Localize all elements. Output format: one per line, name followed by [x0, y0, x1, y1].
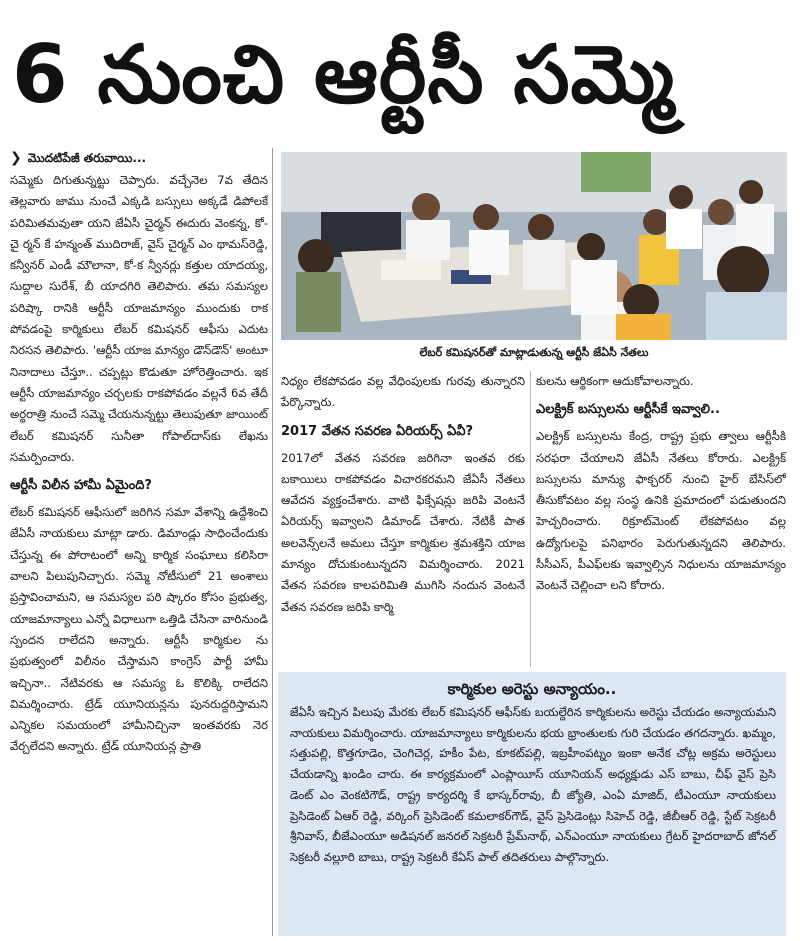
headline: 6 నుంచి ఆర్టీసీ సమ్మె	[12, 28, 675, 121]
news-photo	[281, 152, 787, 340]
article-column-2	[281, 371, 525, 618]
kicker-text: మొదటిపేజీ తరువాయి...	[27, 151, 147, 166]
article-column-3	[536, 371, 786, 597]
paragraph: లేబర్ కమిషనర్ ఆఫీసులో జరిగిన సమా వేశాన్ని ఉద్దేశించి జేఏసీ నాయకులు మాట్లా డారు. డిమాండ్లు సాధించేందుకు చేస్తున్న ఈ పోరాటంలో అన్ని కార్మిక సంఘాలు కలిసిరా వాలని పిలుపునిచ్చారు. సమ్మె నోటీసులో 21 అంశాలు ప్రస్తావించామని, ఆ సమస్యల పరి ష్కారం కోసం ప్రభుత్వ, యాజమాన్యాలు ఎన్నో విధాలుగా ఒత్తిడి చేసినా వారినుండి స్పందన రాలేదని అన్నారు. ఆర్టీసీ కార్మికుల ను ప్రభుత్వంలో విలీనం చేస్తామని కాంగ్రెస్ పార్టీ హామీ ఇచ్చినా.. నేటివరకు ఆ సమస్య ఓ కొలిక్కి రాలేదని విమర్శించారు. ట్రేడ్ యూనియన్లను పునరుద్దరిస్తామని ఎన్నికల సమయంలో హామీనిచ్చినా ఇంతవరకు నెర వేర్చలేదని అన్నారు. ట్రేడ్ యూనియన్ల ప్రాతి	[10, 505, 268, 754]
chevron-right-icon: ❯	[10, 150, 22, 167]
subheading: ఎలక్ట్రిక్ బస్సులను ఆర్టీసీకే ఇవ్వాలి..	[536, 402, 720, 418]
article-column-1	[10, 148, 268, 758]
subheading: 2017 వేతన సవరణ ఏరియర్స్ ఏవీ?	[281, 423, 474, 439]
column-divider-inner	[530, 371, 531, 667]
paragraph: సమ్మెకు దిగుతున్నట్టు చెప్పారు. వచ్చేనెల 7వ తేదిన తెల్లవారు జాము నుంచే ఎక్కడి బస్సులు అక్కడే డిపోలకే పరిమితమవుతా యని జేఏసీ చైర్మన్ ఈదురు వెంకన్న, కో-చై ర్మన్ కే హన్మంత్ ముదిరాజ్, వైస్ చైర్మన్ ఎం థామస్‌రెడ్డి, కన్వీనర్ ఎండీ మౌలానా, కో-క న్వీనర్లు కత్తుల యాదయ్య, సుద్దాల సురేశ్, బీ యాదగిరి తెలిపారు. తమ సమస్యల పరిష్కా రానికి ఆర్టీసీ యాజమాన్యం ముందుకు రాక పోవడంపై కార్మికులు లేబర్ కమిషనర్ ఆఫీసు ఎదుట నిరసన తెలిపారు. 'ఆర్టీసీ యాజ మాన్యం డౌన్‌డౌన్' అంటూ నినాదాలు చేస్తూ.. చప్పట్లు కొడుతూ హోరెత్తించారు. ఇక ఆర్టీసీ యాజమాన్యం చర్చలకు రాకపోవడం వల్లనే 6వ తేదీ అర్థరాత్రి నుంచే సమ్మె చేయనున్నట్టు తెలుపుతూ జాయింట్ లేబర్ కమిషనర్ సునీతా గోపాల్‌దాస్‌కు లేఖను సమర్పించారు.	[10, 173, 268, 464]
photo-caption: లేబర్ కమిషనర్‌తో మాట్లాడుతున్న ఆర్టీసీ జేఏసీ నేతలు	[419, 346, 649, 359]
paragraph: 2017లో వేతన సవరణ జరిగినా ఇంతవ రకు బకాయిలు రాకపోవడం విచారకరమని జేఏసీ నేతలు ఆవేదన వ్యక్తంచేశారు. వాటి ఫిక్సేషన్లు జరిపి వెంటనే ఏరియర్స్ ఇవ్వాలని డిమాండ్ చేశారు. నేటికీ పాత అలవెన్స్‌లనే అమలు చేస్తూ కార్మికుల శ్రమశక్తిని యాజ మాన్యం దోచుకుంటున్నదని విమర్శించారు. 2021 వేతన సవరణ కాలపరిమితి ముగిసి నందున వెంటనే వేతన సవరణ జరిపి కార్మి	[281, 450, 525, 614]
box-title: కార్మికుల అరెస్టు అన్యాయం..	[447, 680, 617, 698]
paragraph: కులను ఆర్థికంగా ఆదుకోవాలన్నారు.	[536, 374, 694, 388]
paragraph: ఎలక్ట్రిక్ బస్సులను కేంద్ర, రాష్ట్ర ప్రభు త్వాలు ఆర్టీసీకి సరఫరా చేయాలని జేఏసీ నేతలు కోరారు. ఎలక్ట్రిక్ బస్సులను మాన్యు ఫాక్చరర్ నుంచి హైర్ బేసిస్‌లో తీసుకోవటం వల్ల సంస్థ ఉనికి ప్రమాదంలో పడుతుందని హెచ్చరించారు. రిక్రూట్‌మెంట్ లేకపోవటం వల్ల ఉద్యోగులపై పనిభారం పెరుగుతున్నదని తెలిపారు. సీసీఎస్, పీఎఫ్‌లకు ఇవ్వాల్సిన నిధులను యాజమాన్యం వెంటనే చెల్లించా లని కోరారు.	[536, 429, 786, 593]
continuation-kicker	[10, 148, 268, 170]
paragraph: జేఏసీ ఇచ్చిన పిలుపు మేరకు లేబర్ కమిషనర్ ఆఫీస్‌కు బయల్దేరిన కార్మికులను అరెస్టు చేయడం అన్యాయమని నాయకులు విమర్శించారు. యాజమాన్యాలు కార్మికులను భయ భ్రాంతులకు గురి చేయడం తగదన్నారు. ఖమ్మం, సత్తుపల్లి, కొత్తగూడెం, చెంగిచెర్ల, హకీం పేట, కూకట్‌పల్లి, ఇబ్రహీంపట్నం ఇంకా అనేక చోట్ల అక్రమ అరెస్టులు చేయడాన్ని ఖండిం చారు. ఈ కార్యక్రమంలో ఎంప్లాయీస్ యూనియన్ అధ్యక్షుడు ఎస్ బాబు, చీఫ్ వైస్ ప్రెసి డెంట్ ఎం వెంకటిగౌడ్, రాష్ట్ర కార్యదర్శి కే భాస్కర్‌రావు, బీ జ్యోతి, ఎంఏ మాజిద్, టీఎంయూ నాయకులు ప్రెసిడెంట్ ఏఆర్ రెడ్డి, వర్కింగ్ ప్రెసిడెంట్ కమలాకర్‌గౌడ్, వైస్ ప్రెసిడెంట్లు సిహెచ్ రెడ్డి, జీబీఆర్ రెడ్డి, స్టేట్ సెక్రటరీ శ్రీనివాస్, బీజేఎంయూ అడిషనల్ జనరల్ సెక్రటరీ ప్రేమ్‌నాథ్, ఎన్ఎంయూ నాయకులు గ్రేటర్ హైదరాబాద్ జోనల్ సెక్రటరీ వల్లూరి బాబు, రాష్ట్ర సెక్రటరీ కేఏస్ పాల్ తదితరులు పాల్గొన్నారు.	[290, 705, 776, 864]
box-body	[278, 702, 786, 868]
paragraph: నిధ్యం లేకపోవడం వల్ల వేధింపులకు గురవు తున్నారని పేర్కొన్నారు.	[281, 374, 525, 410]
sidebar-box	[278, 672, 786, 936]
column-divider	[272, 148, 273, 936]
photo-illustration	[281, 152, 787, 340]
subheading: ఆర్టీసీ విలీన హామీ ఏమైంది?	[10, 478, 152, 494]
